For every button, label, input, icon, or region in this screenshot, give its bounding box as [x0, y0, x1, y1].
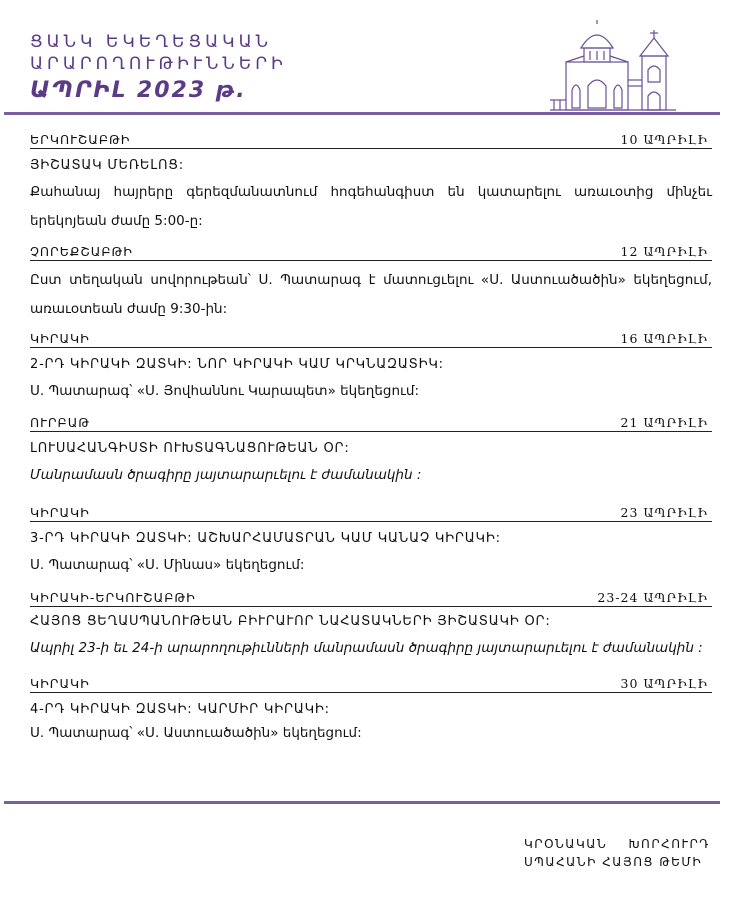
header-title-line-2: ԱՐԱՐՈՂՈՒԹԻՒՆՆԵՐԻ: [30, 54, 287, 74]
header-month-title: ԱՊՐԻԼ 2023 թ.: [30, 78, 247, 103]
event-day: ԵՐԿՈՒՇԱԲԹԻ: [30, 132, 131, 147]
signature-line-1: ԿՐՕՆԱԿԱՆ ԽՈՐՀՈՒՐԴ: [524, 837, 710, 851]
event-header: [30, 331, 712, 348]
event-description: Մանրամասն ծրագիրը յայտարարւելու է ժամանակին :: [30, 467, 422, 483]
event-title: ԼՈՒՍԱՀԱՆԳԻՍՏԻ ՈՒԽՏԱԳՆԱՑՈՒԹԵԱՆ ՕՐ:: [30, 441, 350, 456]
event-day: ԿԻՐԱԿԻ-ԵՐԿՈՒՇԱԲԹԻ: [30, 590, 196, 605]
event-header: [30, 590, 712, 607]
event-block: [30, 244, 712, 324]
event-date: 10 ԱՊՐԻԼԻ: [620, 132, 708, 147]
event-block: [30, 132, 712, 236]
event-title: 4-ՐԴ ԿԻՐԱԿԻ ԶԱՏԿԻ: ԿԱՐՄԻՐ ԿԻՐԱԿԻ:: [30, 702, 330, 717]
event-date: 21 ԱՊՐԻԼԻ: [620, 415, 708, 430]
event-day: ՉՈՐԵՔՇԱԲԹԻ: [30, 244, 133, 259]
event-description: Ս. Պատարագ՝ «Ս. Մինաս» եկեղեցում:: [30, 557, 305, 573]
event-description: Քահանայ հայրերը գերեզմանատնում հոգեհանգիստ են կատարելու առաւօտից մինչեւ երեկոյեան ժամը 5:00-ը:: [30, 184, 712, 229]
event-description: Ս. Պատարագ՝ «Ս. Աստուածածին» եկեղեցում:: [30, 725, 362, 741]
event-block: [30, 415, 712, 490]
event-day: ԿԻՐԱԿԻ: [30, 505, 90, 520]
event-description: Ըստ տեղական սովորութեան՝ Ս. Պատարագ է մատուցւելու «Ս. Աստուածածին» եկեղեցում, առաւօտեան ժամը 9:30-ին:: [30, 272, 712, 317]
document-header: [0, 0, 730, 120]
event-day: ԿԻՐԱԿԻ: [30, 331, 90, 346]
event-block: [30, 505, 712, 580]
event-header: [30, 676, 712, 693]
event-date: 23 ԱՊՐԻԼԻ: [620, 505, 708, 520]
signature-line-2: ՍՊԱՀԱՆԻ ՀԱՅՈՑ ԹԵՄԻ: [524, 855, 703, 869]
event-day: ՈՒՐԲԱԹ: [30, 415, 91, 430]
event-description: Ապրիլ 23-ի եւ 24-ի արարողութիւնների մանրամասն ծրագիրը յայտարարւելու է ժամանակին :: [30, 640, 703, 656]
event-date: 12 ԱՊՐԻԼԻ: [620, 244, 708, 259]
event-title: 3-ՐԴ ԿԻՐԱԿԻ ԶԱՏԿԻ: ԱՇԽԱՐՀԱՄԱՏՐԱՆ ԿԱՄ ԿԱՆԱՉ ԿԻՐԱԿԻ:: [30, 531, 501, 546]
event-header: [30, 505, 712, 522]
header-title-line-1: ՑԱՆԿ ԵԿԵՂԵՑԱԿԱՆ: [30, 32, 273, 52]
event-block: [30, 676, 712, 744]
event-date: 16 ԱՊՐԻԼԻ: [620, 331, 708, 346]
event-description: Ս. Պատարագ՝ «Ս. Յովհաննու Կարապետ» եկեղեցում:: [30, 383, 419, 399]
event-header: [30, 132, 712, 149]
event-day: ԿԻՐԱԿԻ: [30, 676, 90, 691]
event-title: ՅԻՇԱՏԱԿ ՄԵՌԵԼՈՑ:: [30, 158, 184, 173]
event-title: ՀԱՅՈՑ ՑԵՂԱՍՊԱՆՈՒԹԵԱՆ ԲԻՒՐԱՒՈՐ ՆԱՀԱՏԱԿՆԵՐԻ ՅԻՇԱՏԱԿԻ ՕՐ:: [30, 614, 551, 629]
header-divider: [4, 112, 720, 115]
event-header: [30, 244, 712, 261]
church-drawing-icon: [548, 20, 678, 115]
event-title: 2-ՐԴ ԿԻՐԱԿԻ ԶԱՏԿԻ: ՆՈՐ ԿԻՐԱԿԻ ԿԱՄ ԿՐԿՆԱԶԱՏԻԿ:: [30, 357, 444, 372]
footer-divider: [4, 801, 720, 804]
event-block: [30, 590, 712, 663]
event-block: [30, 331, 712, 406]
event-date: 23-24 ԱՊՐԻԼԻ: [597, 590, 708, 605]
event-date: 30 ԱՊՐԻԼԻ: [620, 676, 708, 691]
event-header: [30, 415, 712, 432]
